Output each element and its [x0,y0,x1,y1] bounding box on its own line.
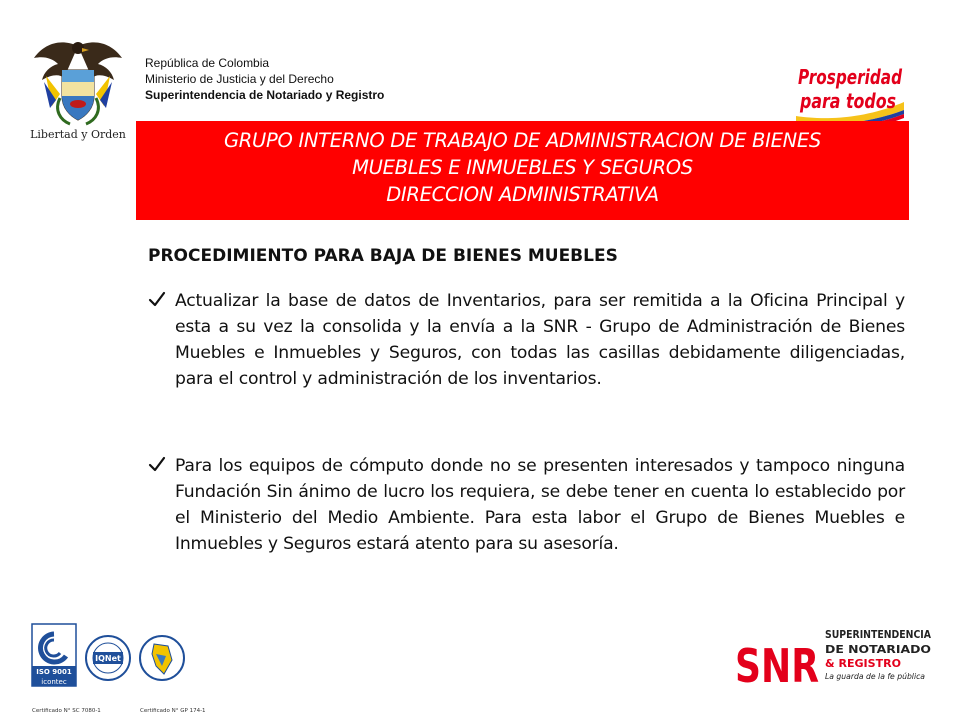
para-todos-word: para todos [799,89,897,113]
bullet-item-1 [148,288,905,392]
checkmark-icon [148,455,166,473]
snr-tagline: La guarda de la fe pública [825,672,926,681]
snr-line-3: & REGISTRO [825,657,901,670]
header-superintendencia: Superintendencia de Notariado y Registro [145,88,385,102]
cert-number-1: Certificado N° SC 7080-1 [32,708,101,714]
snr-logo [735,622,935,702]
banner-line-3: DIRECCION ADMINISTRATIVA [386,183,659,206]
checkmark-icon [148,290,166,308]
gp-certification-logo [140,636,184,680]
iso-label: ISO 9001 [36,668,72,676]
bullet-item-2 [148,453,905,557]
bullet-text-1: Actualizar la base de datos de Inventarios, para ser remitida a la Oficina Principal y esta a su vez la consolida y la envía a la SNR - Grupo de Administración de Bienes Muebles e Inmuebles y Seguros, con todas las casillas debidamente diligenciadas, para el control y administración de los inventarios. [175,291,905,389]
certification-logos [30,620,206,716]
prosperidad-para-todos-logo [792,58,908,128]
prosperidad-word: Prosperidad [798,65,903,89]
iqnet-logo [86,636,130,680]
iqnet-label: IQNet [95,654,121,663]
icontec-iso-logo [32,624,76,686]
header-country: República de Colombia [145,56,270,70]
banner-line-2: MUEBLES E INMUEBLES Y SEGUROS [352,156,693,179]
section-title: PROCEDIMIENTO PARA BAJA DE BIENES MUEBLES [148,246,618,266]
bullet-text-2: Para los equipos de cómputo donde no se presenten interesados y tampoco ninguna Fundación Sin ánimo de lucro los requiera, se debe tener en cuenta lo establecido por el Ministerio del Medio Ambiente. Para esta labor el Grupo de Bienes Muebles e Inmuebles y Seguros estará atento para su asesoría. [175,456,905,554]
snr-line-1: SUPERINTENDENCIA [825,628,932,641]
banner-line-1: GRUPO INTERNO DE TRABAJO DE ADMINISTRACION DE BIENES [224,129,821,152]
snr-line-2: DE NOTARIADO [825,643,931,656]
cert-number-2: Certificado N° GP 174-1 [140,708,206,714]
header-institution-text [145,55,384,103]
title-banner [136,121,909,220]
colombia-coat-of-arms [30,36,126,148]
icontec-label: icontec [41,678,67,686]
header-ministry: Ministerio de Justicia y del Derecho [145,72,334,86]
snr-acronym: SNR [735,639,819,693]
crest-motto: Libertad y Orden [30,128,126,141]
